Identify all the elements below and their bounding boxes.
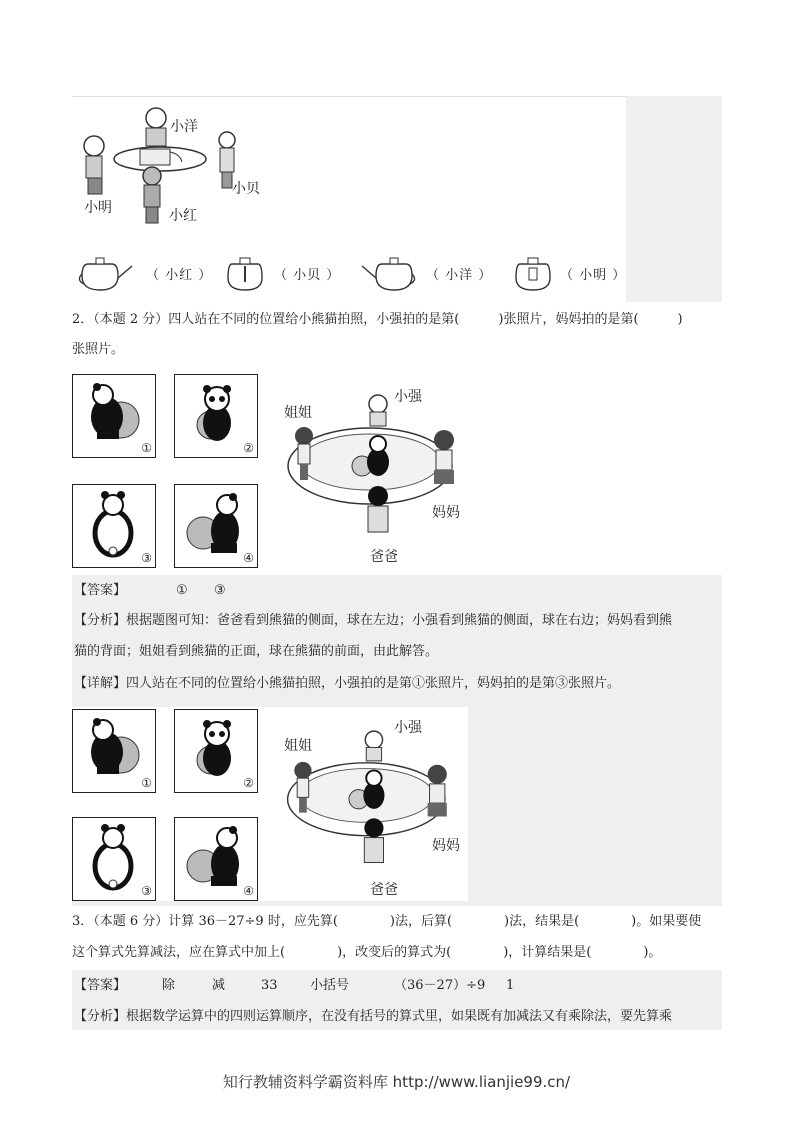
detail-photo-2-number: ② bbox=[243, 776, 254, 790]
photo-1 bbox=[72, 374, 156, 458]
scene-label-jiejie: 姐姐 bbox=[284, 405, 312, 421]
detail-photo-1 bbox=[72, 709, 156, 793]
q2-answer-1: ① bbox=[176, 583, 188, 598]
photo-4-number: ④ bbox=[243, 551, 254, 565]
detail-scene-label-baba: 爸爸 bbox=[370, 882, 398, 898]
q3-answer-label: 【答案】 bbox=[74, 978, 127, 993]
q1-name-right: 小贝 bbox=[232, 181, 260, 197]
detail-photo-2 bbox=[174, 709, 258, 793]
q3-answer-1: 除 bbox=[162, 978, 176, 993]
q3-answer-4: 小括号 bbox=[310, 978, 350, 993]
q1-teapot-answer-1: （ 小红 ） bbox=[146, 268, 213, 283]
q1-name-front: 小红 bbox=[169, 208, 197, 224]
photo-3-number: ③ bbox=[141, 551, 152, 565]
photo-4 bbox=[174, 484, 258, 568]
q3-solution-block bbox=[72, 970, 722, 1030]
q1-figure bbox=[72, 96, 722, 302]
q2-figure bbox=[72, 374, 472, 566]
detail-photo-1-number: ① bbox=[141, 776, 152, 790]
teapot-side-icon bbox=[76, 252, 138, 294]
q2-answer-2: ③ bbox=[214, 583, 226, 598]
q1-name-top: 小洋 bbox=[170, 119, 198, 135]
q3-answer-3: 33 bbox=[261, 978, 278, 993]
q1-top-rule bbox=[72, 96, 626, 97]
q1-teapot-answer-2: （ 小贝 ） bbox=[274, 268, 341, 283]
detail-scene-label-mama: 妈妈 bbox=[432, 838, 460, 854]
q3-stem-line2: 这个算式先算减法，应在算式中加上( )，改变后的算式为( )，计算结果是( )。 bbox=[72, 945, 662, 960]
teapot-side-icon-2 bbox=[356, 252, 418, 294]
q3-answer-2: 减 bbox=[212, 978, 226, 993]
scene-label-mama: 妈妈 bbox=[432, 505, 460, 521]
teapot-front-icon bbox=[224, 252, 266, 294]
detail-scene-label-jiejie: 姐姐 bbox=[284, 738, 312, 754]
q2-analysis-line1: 【分析】根据题图可知：爸爸看到熊猫的侧面，球在左边；小强看到熊猫的侧面，球在右边；妈妈看到熊 bbox=[74, 613, 673, 628]
photo-2-number: ② bbox=[243, 441, 254, 455]
q3-analysis: 【分析】根据数学运算中的四则运算顺序，在没有括号的算式里，如果既有加减法又有乘除法，要先算乘 bbox=[74, 1009, 673, 1024]
q1-teapot-answer-4: （ 小明 ） bbox=[560, 268, 627, 283]
q3-answer-5: （36－27）÷9 bbox=[394, 978, 486, 993]
scene-label-baba: 爸爸 bbox=[370, 549, 398, 565]
q2-detail: 【详解】四人站在不同的位置给小熊猫拍照，小强拍的是第①张照片，妈妈拍的是第③张照片。 bbox=[74, 676, 621, 691]
q2-answer-label: 【答案】 bbox=[74, 583, 127, 598]
q2-solution-block bbox=[72, 575, 722, 906]
q1-teapot-row bbox=[76, 252, 626, 296]
detail-photo-3 bbox=[72, 817, 156, 901]
teapot-front-icon-2 bbox=[512, 252, 554, 294]
photo-1-number: ① bbox=[141, 441, 152, 455]
detail-photo-4 bbox=[174, 817, 258, 901]
q3-stem-line1: 3．（本题 6 分）计算 36－27÷9 时，应先算( )法，后算( )法，结果是( )。如果要使 bbox=[72, 914, 702, 929]
photo-3 bbox=[72, 484, 156, 568]
q2-analysis-line2: 猫的背面；姐姐看到熊猫的正面，球在熊猫的前面，由此解答。 bbox=[74, 644, 439, 659]
page-footer: 知行教辅资料学霸资料库 http://www.lianjie99.cn/ bbox=[222, 1073, 571, 1091]
q1-name-left: 小明 bbox=[84, 200, 112, 216]
detail-photo-3-number: ③ bbox=[141, 884, 152, 898]
scene-label-xiaoqiang: 小强 bbox=[394, 389, 422, 405]
q1-gray-side bbox=[626, 96, 722, 302]
q2-stem-line2: 张照片。 bbox=[72, 342, 125, 357]
q2-stem-line1: 2．（本题 2 分）四人站在不同的位置给小熊猫拍照，小强拍的是第( )张照片，妈妈拍的是第( ) bbox=[72, 312, 683, 327]
q3-answer-6: 1 bbox=[506, 978, 515, 993]
detail-scene-label-xiaoqiang: 小强 bbox=[394, 720, 422, 736]
q2-detail-figure bbox=[72, 707, 468, 901]
q1-teapot-answer-3: （ 小洋 ） bbox=[426, 268, 493, 283]
detail-photo-4-number: ④ bbox=[243, 884, 254, 898]
photo-2 bbox=[174, 374, 258, 458]
